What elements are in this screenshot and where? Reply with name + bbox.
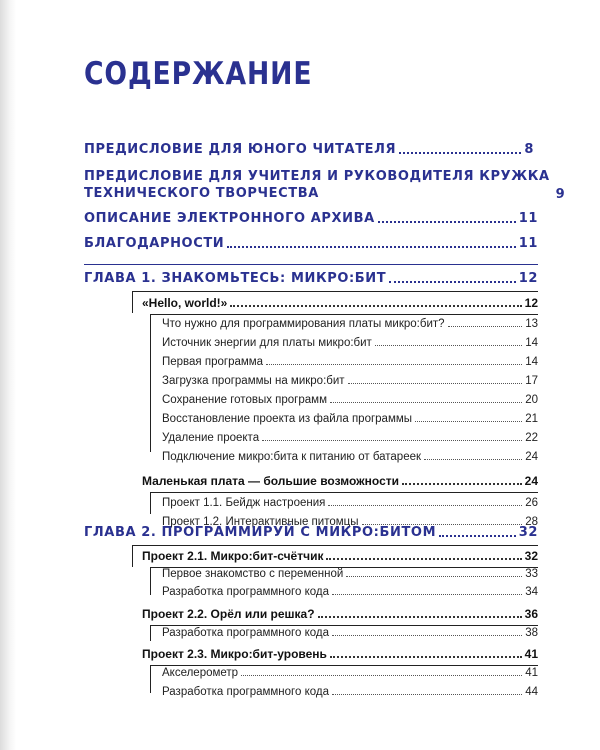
toc-item[interactable] [162, 586, 538, 598]
section-2-1-bracket [150, 567, 151, 595]
page-number: 38 [525, 627, 538, 639]
item-label: Первая программа [162, 356, 264, 368]
dot-leader [375, 345, 522, 346]
toc-item[interactable] [162, 394, 538, 406]
dot-leader [332, 694, 522, 695]
page-number: 22 [525, 432, 538, 444]
toc-entry-archive[interactable] [84, 211, 538, 226]
section-2-2-underline [150, 625, 538, 626]
item-label: Проект 1.2. Интерактивные питомцы [162, 516, 359, 528]
toc-item[interactable] [162, 432, 538, 444]
toc-item[interactable] [162, 413, 538, 425]
entry-label: БЛАГОДАРНОСТИ [84, 236, 225, 251]
entry-label-line-1: ПРЕДИСЛОВИЕ ДЛЯ УЧИТЕЛЯ И РУКОВОДИТЕЛЯ КРУЖКА [84, 169, 550, 184]
page-number: 20 [525, 394, 538, 406]
toc-item[interactable] [162, 667, 538, 679]
item-label: Сохранение готовых программ [162, 394, 327, 406]
dot-leader [402, 483, 522, 485]
page-number: 26 [525, 497, 538, 509]
toc-section-small-board[interactable] [142, 474, 538, 488]
section-label: Проект 2.2. Орёл или решка? [142, 607, 315, 621]
toc-item[interactable] [162, 375, 538, 387]
toc-chapter-2[interactable] [84, 525, 538, 540]
chapter-label: ГЛАВА 1. ЗНАКОМЬТЕСЬ: МИКРО:БИТ [84, 271, 387, 286]
page-number: 36 [524, 607, 538, 621]
toc-chapter-1[interactable] [84, 271, 538, 286]
chapter-2-underline [132, 545, 538, 546]
page-number: 14 [525, 337, 538, 349]
dot-leader [424, 459, 522, 460]
item-label: Разработка программного кода [162, 686, 329, 698]
dot-leader [326, 558, 521, 560]
section-2-3-bracket [150, 665, 151, 693]
section-2-2-bracket [150, 625, 151, 641]
chapter-1-underline [132, 291, 538, 292]
toc-entry-preface-young[interactable] [84, 142, 534, 157]
chapter-1-top-rule [84, 264, 538, 265]
page-number: 24 [525, 451, 538, 463]
chapter-label: ГЛАВА 2. ПРОГРАММИРУЙ С МИКРО:БИТОМ [84, 525, 437, 540]
page-number: 44 [525, 686, 538, 698]
page-number: 13 [525, 318, 538, 330]
dot-leader [230, 305, 521, 307]
toc-item[interactable] [162, 337, 538, 349]
dot-leader [266, 364, 522, 365]
dot-leader [318, 616, 522, 618]
page-number: 8 [524, 142, 534, 157]
entry-label: ПРЕДИСЛОВИЕ ДЛЯ ЮНОГО ЧИТАТЕЛЯ [84, 142, 397, 157]
page-number: 34 [525, 586, 538, 598]
dot-leader [330, 656, 522, 658]
dot-leader [448, 326, 523, 327]
item-label: Восстановление проекта из файла программы [162, 413, 413, 425]
item-label: Что нужно для программирования платы микро:бит? [162, 318, 445, 330]
dot-leader [262, 440, 522, 441]
item-label: Разработка программного кода [162, 586, 329, 598]
toc-item[interactable] [162, 451, 538, 463]
page-number: 33 [525, 568, 538, 580]
section-small-board-bracket [150, 492, 151, 514]
entry-label-line-2: ТЕХНИЧЕСКОГО ТВОРЧЕСТВА [84, 186, 319, 201]
page-number: 12 [524, 296, 538, 310]
page-number: 24 [524, 474, 538, 488]
toc-entry-preface-teacher[interactable] [84, 168, 566, 202]
dot-leader [330, 402, 522, 403]
section-label: Маленькая плата — большие возможности [142, 474, 399, 488]
item-label: Подключение микро:бита к питанию от батареек [162, 451, 422, 463]
dot-leader [439, 535, 516, 537]
page-number: 32 [524, 549, 538, 563]
toc-entry-thanks[interactable] [84, 236, 538, 251]
section-2-3-underline [150, 665, 538, 666]
page-number: 11 [518, 211, 538, 226]
entry-label: ОПИСАНИЕ ЭЛЕКТРОННОГО АРХИВА [84, 211, 375, 226]
toc-item[interactable] [162, 627, 538, 639]
toc-section-project-2-3[interactable] [142, 647, 538, 661]
dot-leader [227, 246, 515, 248]
section-label: Проект 2.1. Микро:бит-счётчик [142, 549, 324, 563]
chapter-2-bracket [132, 545, 133, 567]
toc-item[interactable] [162, 686, 538, 698]
toc-section-project-2-1[interactable] [142, 549, 538, 563]
page-number: 11 [518, 236, 538, 251]
section-hello-underline [150, 314, 538, 315]
dot-leader [346, 576, 522, 577]
item-label: Проект 1.1. Бейдж настроения [162, 497, 326, 509]
dot-leader [332, 635, 522, 636]
page-number: 14 [525, 356, 538, 368]
dot-leader [389, 281, 515, 283]
item-label: Загрузка программы на микро:бит [162, 375, 345, 387]
toc-item[interactable] [162, 568, 538, 580]
dot-leader [399, 152, 521, 154]
toc-item[interactable] [162, 497, 538, 509]
item-label: Удаление проекта [162, 432, 260, 444]
toc-section-hello-world[interactable] [142, 296, 538, 310]
chapter-1-bracket [132, 291, 133, 313]
page-number: 9 [555, 187, 566, 202]
dot-leader [415, 421, 522, 422]
toc-item[interactable] [162, 318, 538, 330]
item-label: Первое знакомство с переменной [162, 568, 344, 580]
dot-leader [328, 505, 522, 506]
entry-label [84, 168, 550, 202]
toc-title: СОДЕРЖАНИЕ [84, 56, 313, 92]
section-hello-bracket [150, 314, 151, 452]
section-label: Проект 2.3. Микро:бит-уровень [142, 647, 327, 661]
page-number: 28 [525, 516, 538, 528]
page-number: 41 [525, 667, 538, 679]
dot-leader [378, 221, 516, 223]
item-label: Источник энергии для платы микро:бит [162, 337, 372, 349]
page-number: 32 [518, 525, 538, 540]
section-label: «Hello, world!» [142, 296, 228, 310]
page-number: 12 [518, 271, 538, 286]
item-label: Разработка программного кода [162, 627, 329, 639]
page-number: 21 [525, 413, 538, 425]
page-number: 17 [525, 375, 538, 387]
dot-leader [241, 675, 522, 676]
page-binding-edge [0, 0, 16, 750]
section-small-board-underline [150, 492, 538, 493]
toc-section-project-2-2[interactable] [142, 607, 538, 621]
item-label: Акселерометр [162, 667, 239, 679]
dot-leader [348, 383, 523, 384]
toc-item[interactable] [162, 356, 538, 368]
page-number: 41 [524, 647, 538, 661]
dot-leader [332, 594, 522, 595]
